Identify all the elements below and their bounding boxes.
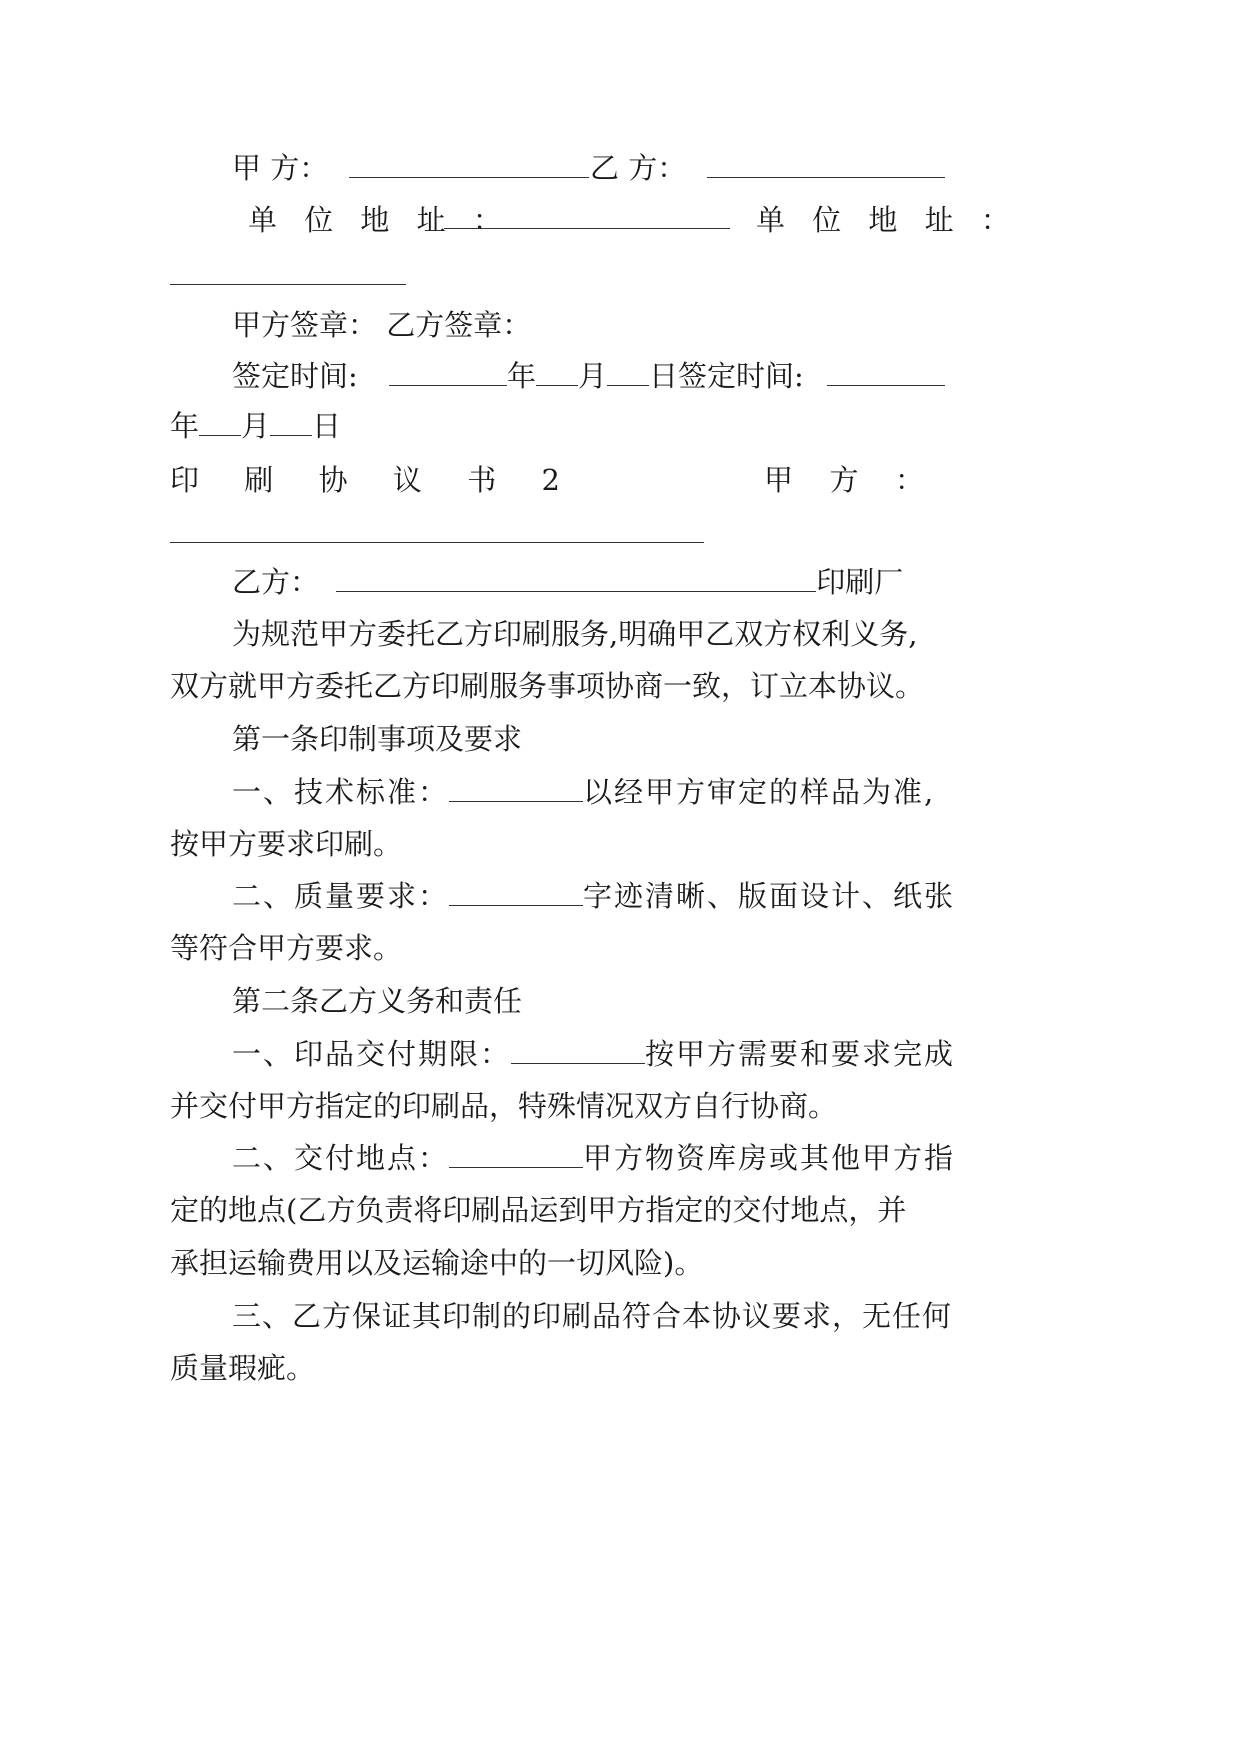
- item-2-2-label: 二、交付地点：: [232, 1141, 450, 1175]
- item-2-2: [232, 1138, 955, 1178]
- month-blank-a: [536, 363, 578, 386]
- item-2-1: [232, 1034, 955, 1074]
- date-label-b: 日签定时间:: [649, 359, 804, 393]
- header-party-a-char: ：: [894, 463, 924, 497]
- item-1-1-cont: 按甲方要求印刷。: [170, 827, 403, 861]
- party-a-label: 甲 方：: [232, 151, 329, 185]
- party-b-line: [590, 148, 945, 188]
- date-label-a: 签定时间:: [232, 359, 358, 393]
- month-text-a: 月: [578, 359, 608, 393]
- item-1-2-label: 二、质量要求：: [232, 879, 450, 913]
- intro-line-1: 为规范甲方委托乙方印刷服务,明确甲乙双方权利义务,: [232, 617, 918, 651]
- item-2-1-cont: 并交付甲方指定的印刷品，特殊情况双方自行协商。: [170, 1089, 838, 1123]
- item-2-1-blank: [511, 1041, 645, 1064]
- item-2-2-blank: [449, 1145, 583, 1168]
- header-party-a-label: [764, 460, 924, 500]
- item-2-2-cont-2: 承担运输费用以及运输途中的一切风险)。: [170, 1246, 704, 1280]
- factory-suffix: 印刷厂: [816, 565, 904, 599]
- date-line-a: [232, 356, 945, 396]
- address-label-a: 单 位 地 址 ：: [248, 203, 511, 237]
- document-title: [170, 460, 560, 500]
- header-party-a-blank: [170, 520, 704, 543]
- day-blank-b: [270, 413, 312, 436]
- party-b-label: 乙 方：: [590, 151, 687, 185]
- item-2-3-line-1: 三、乙方保证其印制的印刷品符合本协议要求，无任何: [232, 1299, 953, 1333]
- year-text-a: 年: [507, 359, 537, 393]
- day-blank-a: [607, 363, 649, 386]
- item-1-2-text: 字迹清晰、版面设计、纸张: [583, 879, 956, 913]
- title-char: 议: [392, 463, 422, 497]
- year-blank-b: [827, 363, 945, 386]
- day-text-b: 日: [312, 409, 342, 443]
- item-1-1-label: 一、技术标准：: [232, 775, 450, 809]
- item-2-3-line-2: 质量瑕疵。: [170, 1351, 316, 1385]
- title-char: 协: [318, 463, 348, 497]
- intro-line-2: 双方就甲方委托乙方印刷服务事项协商一致，订立本协议。: [170, 669, 925, 703]
- title-number: 2: [541, 463, 560, 497]
- item-2-1-label: 一、印品交付期限：: [232, 1037, 512, 1071]
- title-char: 印: [170, 463, 200, 497]
- header-party-a-char: 甲: [764, 463, 794, 497]
- title-char: 书: [467, 463, 497, 497]
- title-char: 刷: [244, 463, 274, 497]
- article-2-title: 第二条乙方义务和责任: [232, 984, 523, 1018]
- item-1-1-blank: [449, 779, 583, 802]
- item-1-1: [232, 772, 935, 812]
- month-text-b: 月: [241, 409, 271, 443]
- party-a-line: [232, 148, 589, 188]
- party-b-blank: [707, 155, 945, 178]
- address-a-blank: [444, 206, 730, 229]
- address-label-b: 单 位 地 址 ：: [756, 203, 1019, 237]
- item-1-2-blank: [449, 883, 583, 906]
- party-a-blank: [349, 155, 589, 178]
- item-2-2-cont-1: 定的地点(乙方负责将印刷品运到甲方指定的交付地点，并: [170, 1193, 907, 1227]
- header-party-a-char: 方: [829, 463, 859, 497]
- date-line-b: [170, 406, 341, 446]
- address-b-blank: [170, 262, 406, 285]
- header-party-b-line: [232, 562, 903, 602]
- item-1-2: [232, 876, 955, 916]
- month-blank-b: [199, 413, 241, 436]
- seal-line: 甲方签章： 乙方签章：: [232, 308, 532, 342]
- year-blank-a: [389, 363, 507, 386]
- item-2-1-text: 按甲方需要和要求完成: [645, 1037, 956, 1071]
- year-text-b: 年: [170, 409, 200, 443]
- item-1-1-text: 以经甲方审定的样品为准,: [583, 775, 936, 809]
- header-party-b-label: 乙方：: [232, 565, 320, 599]
- header-party-b-blank: [336, 569, 816, 592]
- item-2-2-text: 甲方物资库房或其他甲方指: [583, 1141, 956, 1175]
- article-1-title: 第一条印制事项及要求: [232, 722, 523, 756]
- item-1-2-cont: 等符合甲方要求。: [170, 931, 403, 965]
